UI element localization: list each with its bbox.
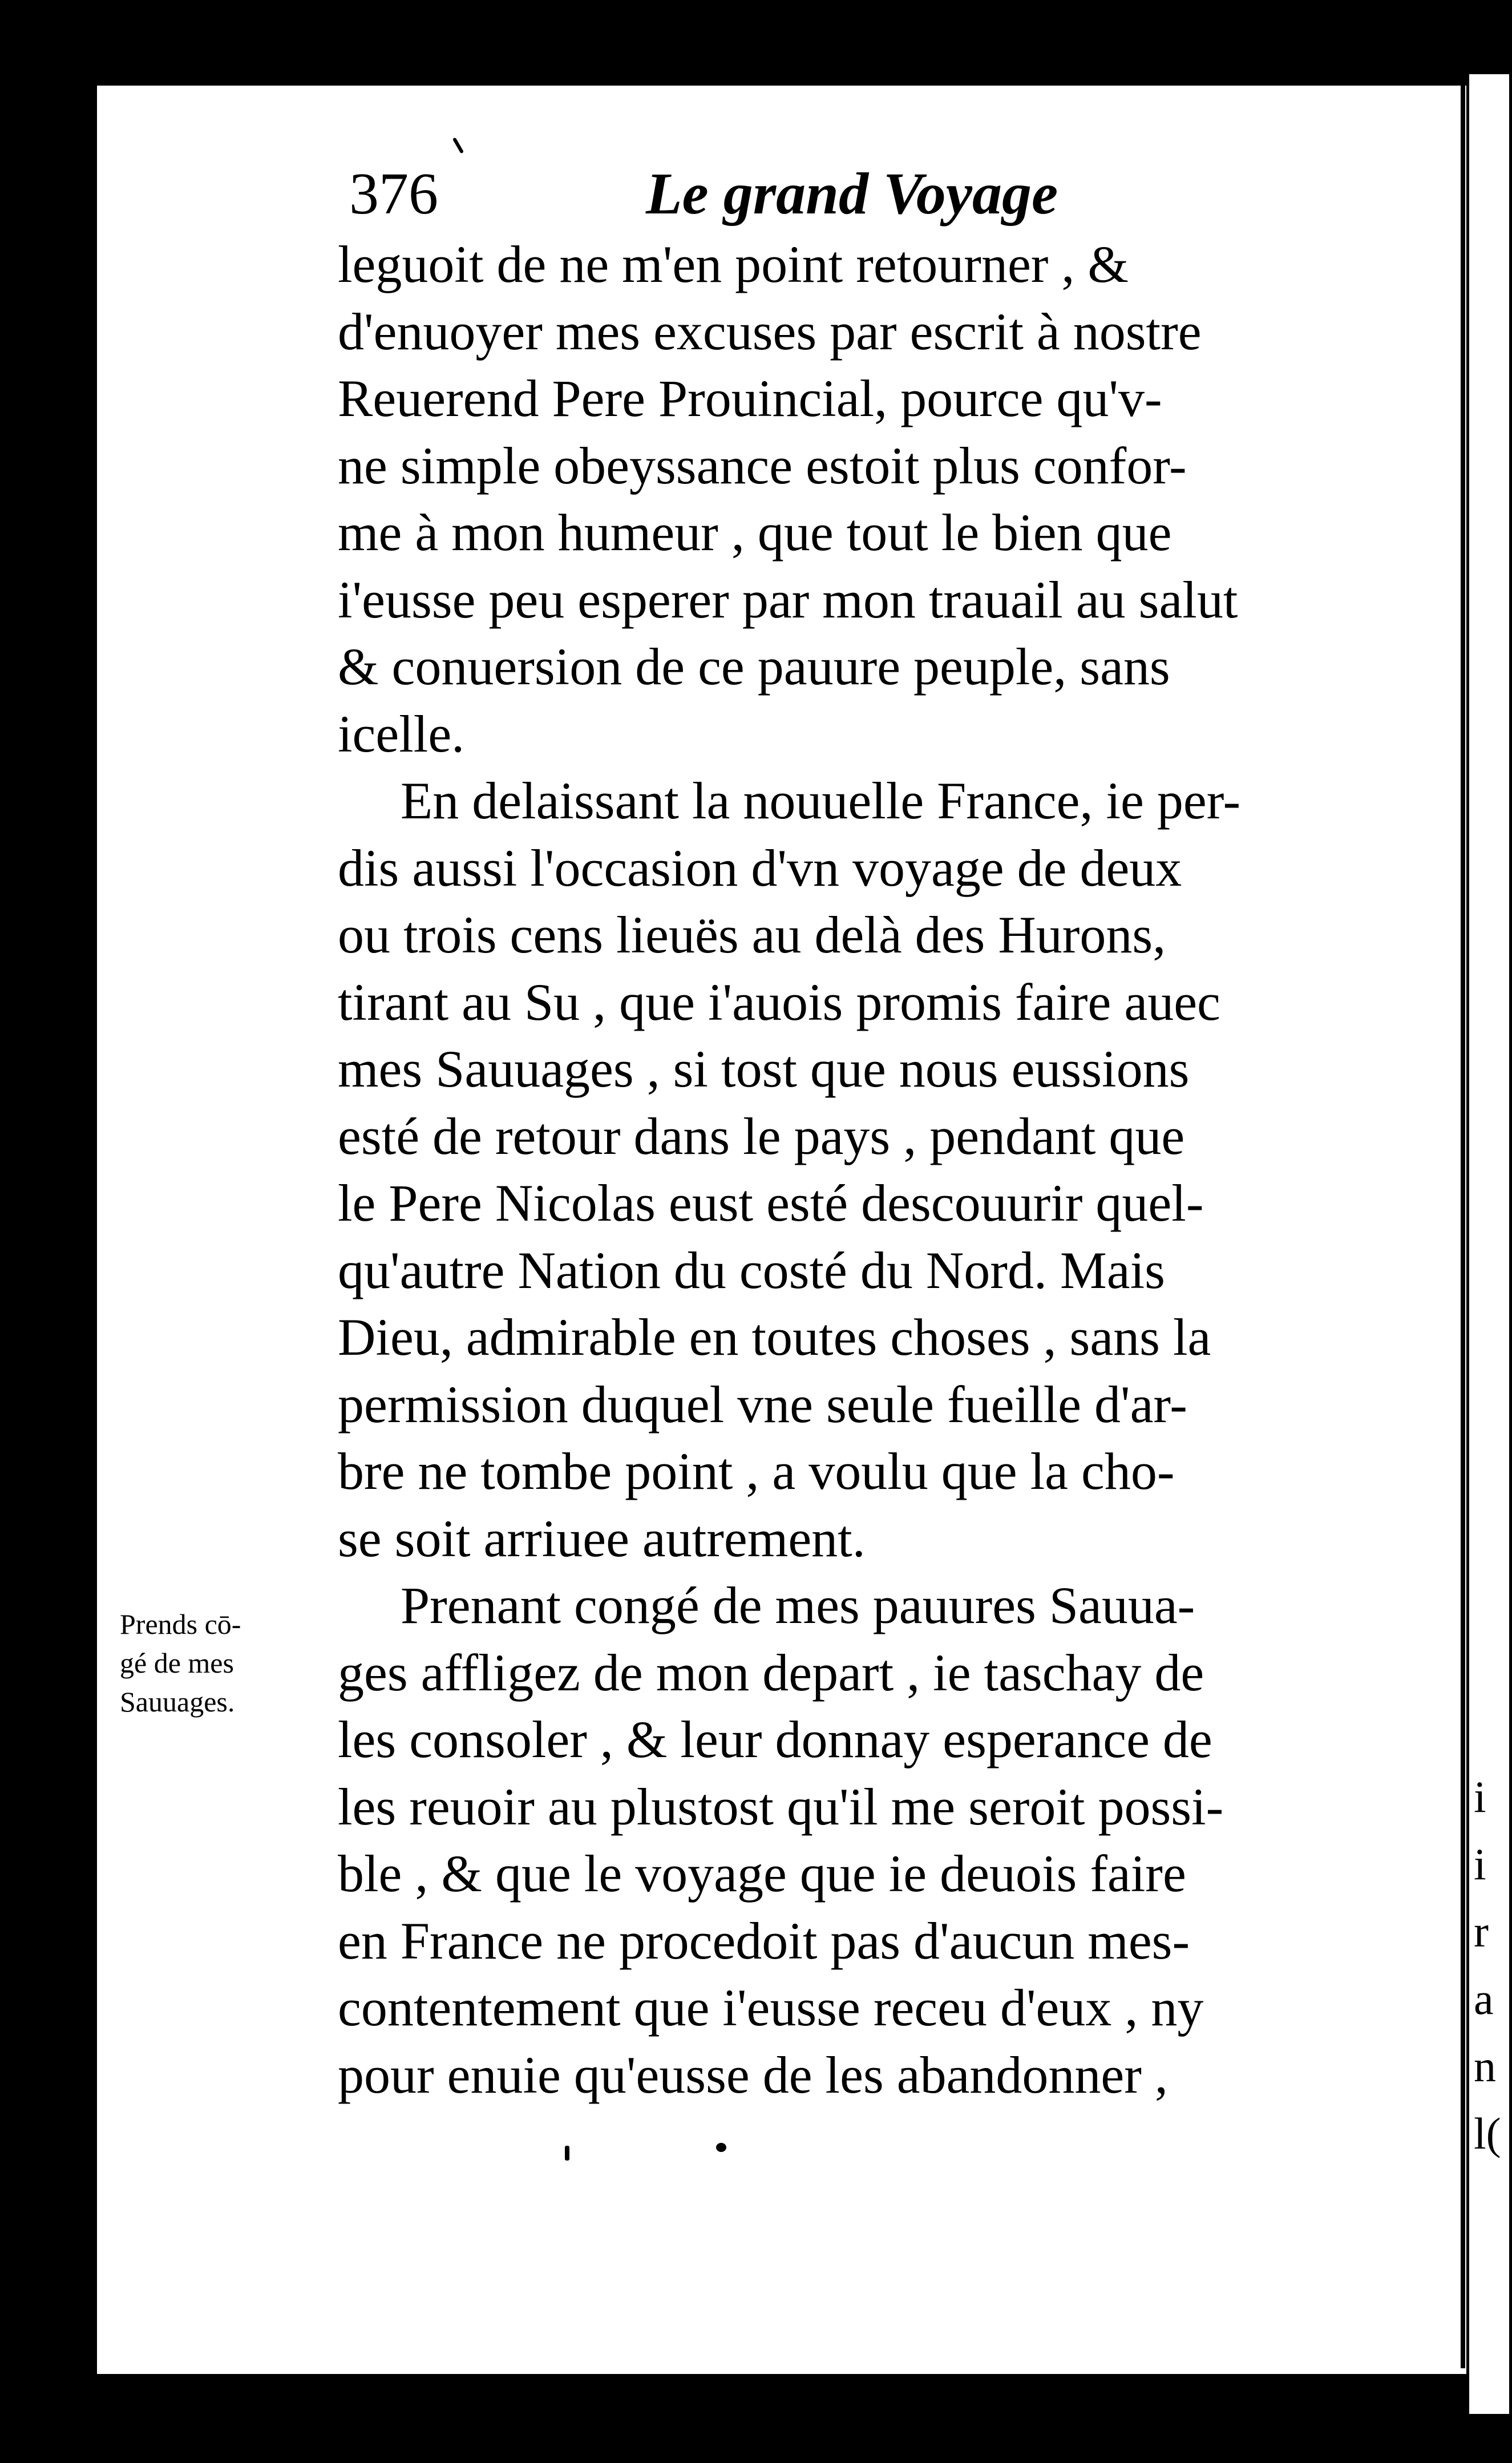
text-line: tirant au Su , que i'auois promis faire auec bbox=[338, 972, 1220, 1031]
text-line: ges affligez de mon depart , ie taschay de bbox=[338, 1643, 1204, 1702]
text-line: me à mon humeur , que tout le bien que bbox=[338, 503, 1172, 562]
page-gutter-rule bbox=[1461, 86, 1465, 2368]
text-line: dis aussi l'occasion d'vn voyage de deux bbox=[338, 838, 1182, 897]
ink-speck bbox=[716, 2143, 726, 2152]
text-line: i'eusse peu esperer par mon trauail au salut bbox=[338, 570, 1238, 629]
text-line: permission duquel vne seule fueille d'ar- bbox=[338, 1375, 1187, 1434]
text-line: Dieu, admirable en toutes choses , sans la bbox=[338, 1308, 1211, 1366]
marginal-note-line: Prends cō- bbox=[120, 1608, 241, 1640]
text-line: & conuersion de ce pauure peuple, sans bbox=[338, 637, 1170, 696]
text-line: Reuerend Pere Prouincial, pource qu'v- bbox=[338, 369, 1162, 427]
body-text bbox=[338, 231, 1370, 2109]
text-line: les consoler , & leur donnay esperance de bbox=[338, 1710, 1212, 1768]
text-line: ou trois cens lieuës au delà des Hurons, bbox=[338, 906, 1166, 964]
text-line: bre ne tombe point , a voulu que la cho- bbox=[338, 1442, 1175, 1500]
page-header bbox=[349, 157, 1148, 231]
ink-speck bbox=[685, 2374, 705, 2377]
adjacent-page-letters: i i r a n l( bbox=[1474, 1772, 1501, 2158]
text-line: pour enuie qu'eusse de les abandonner , bbox=[338, 2045, 1168, 2104]
text-line: mes Sauuages , si tost que nous eussions bbox=[338, 1040, 1190, 1098]
running-title: Le grand Voyage bbox=[646, 161, 1058, 227]
text-line: leguoit de ne m'en point retourner , & bbox=[338, 235, 1129, 293]
text-line: le Pere Nicolas eust esté descouurir quel- bbox=[338, 1174, 1204, 1232]
text-line: ne simple obeyssance estoit plus confor- bbox=[338, 436, 1187, 495]
marginal-note-line: Sauuages. bbox=[120, 1686, 235, 1718]
text-line: ble , & que le voyage que ie deuois faire bbox=[338, 1844, 1186, 1903]
adjacent-page-edge bbox=[1469, 74, 1509, 2414]
text-line: se soit arriuee autrement. bbox=[338, 1509, 866, 1568]
marginal-note bbox=[120, 1605, 325, 1721]
page-number: 376 bbox=[349, 161, 438, 227]
paragraph-first-line: En delaissant la nouuelle France, ie per- bbox=[401, 772, 1241, 830]
paragraph-first-line: Prenant congé de mes pauures Sauua- bbox=[401, 1576, 1195, 1634]
text-line: contentement que i'eusse receu d'eux , ny bbox=[338, 1979, 1204, 2037]
ink-speck bbox=[565, 2146, 569, 2161]
text-line: esté de retour dans le pays , pendant que bbox=[338, 1107, 1185, 1165]
text-line: d'enuoyer mes excuses par escrit à nostre bbox=[338, 302, 1202, 361]
text-line: en France ne procedoit pas d'aucun mes- bbox=[338, 1911, 1190, 1970]
text-line: qu'autre Nation du costé du Nord. Mais bbox=[338, 1241, 1165, 1299]
text-line: les reuoir au plustost qu'il me seroit possi- bbox=[338, 1777, 1224, 1836]
text-line: icelle. bbox=[338, 704, 465, 763]
marginal-note-line: gé de mes bbox=[120, 1647, 234, 1679]
